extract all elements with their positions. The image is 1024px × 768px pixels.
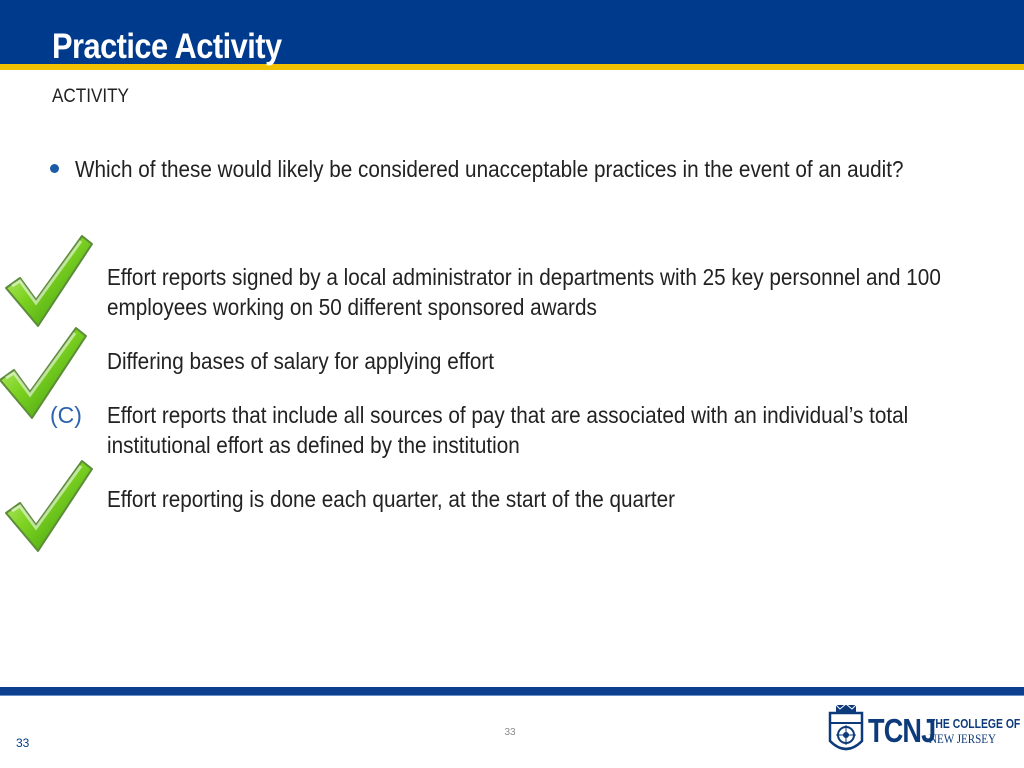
- bullet-icon: [50, 164, 59, 173]
- footer-divider: [0, 695, 1024, 696]
- option-marker: (C): [50, 402, 82, 428]
- logo-name-line1: THE COLLEGE OF: [929, 716, 1021, 731]
- question-text: Which of these would likely be considered unacceptable practices in the event of an audit?: [75, 156, 904, 182]
- slide-title: Practice Activity: [52, 27, 282, 66]
- tcnj-logo: [828, 703, 1021, 759]
- footer-bar: [0, 687, 1024, 695]
- college-seal-icon: [828, 703, 864, 757]
- logo-name-line2: NEW JERSEY: [929, 731, 997, 746]
- slide-subtitle: ACTIVITY: [52, 86, 129, 107]
- checkmark-icon: [2, 455, 94, 555]
- page-number: 33: [504, 727, 516, 738]
- slide-number: 33: [16, 736, 30, 750]
- option-text: Effort reports signed by a local administrator in departments with 25 key personnel and 100 employees working on 50 different sponsored awards: [107, 264, 941, 320]
- option-text: Effort reports that include all sources of pay that are associated with an individual’s total institutional effort as defined by the institution: [107, 402, 909, 458]
- checkmark-icon: [2, 230, 94, 330]
- option-text: Differing bases of salary for applying effort: [107, 348, 494, 374]
- option-text: Effort reporting is done each quarter, at the start of the quarter: [107, 486, 676, 512]
- checkmark-icon: [0, 322, 88, 422]
- logo-abbreviation: TCNJ: [868, 712, 936, 749]
